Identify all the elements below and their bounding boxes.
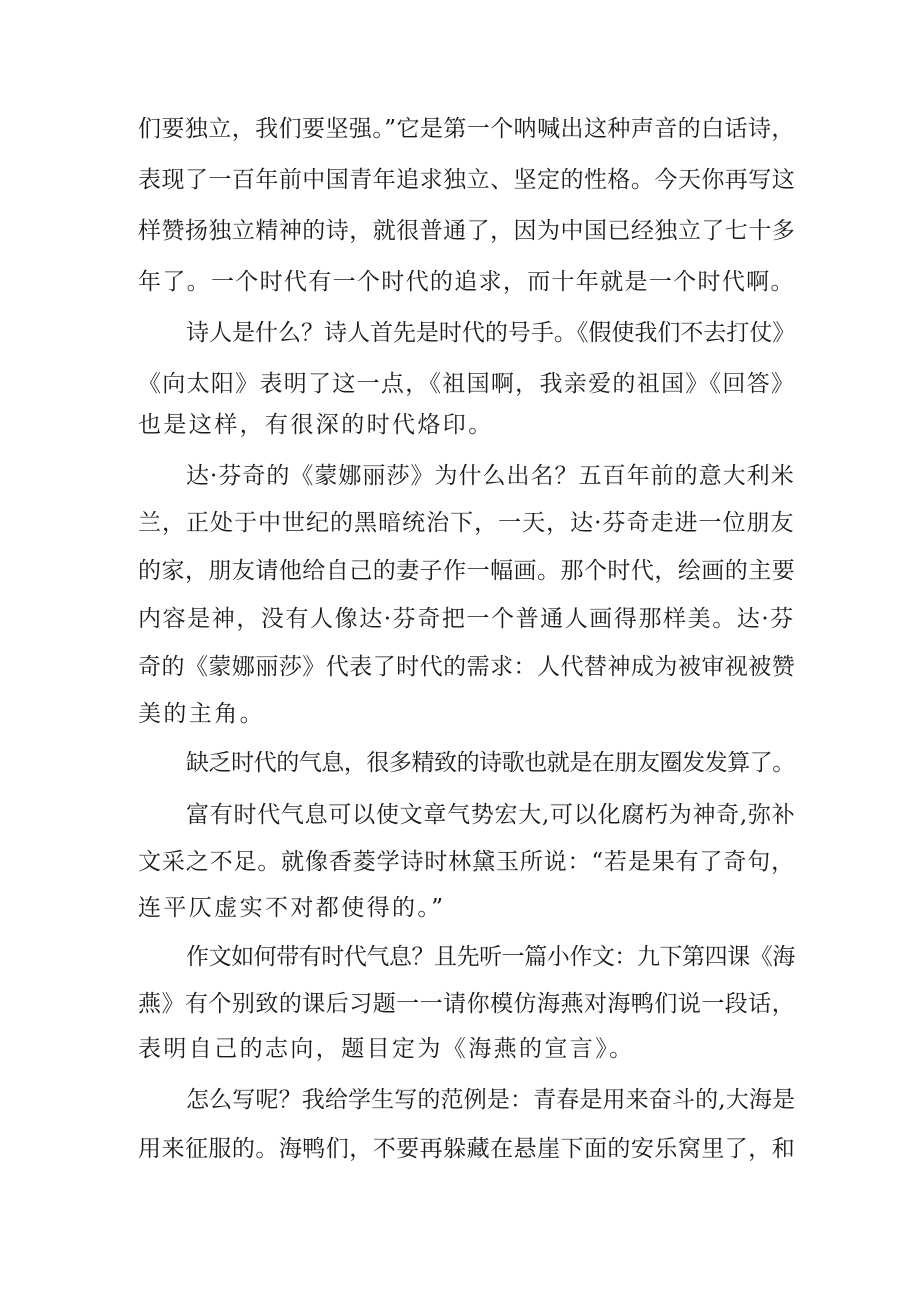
text-line: 样赞扬独立精神的诗，就很普通了，因为中国已经独立了七十多 — [138, 218, 796, 244]
paragraph-first-line: 缺乏时代的气息，很多精致的诗歌也就是在朋友圈发发算了。 — [186, 750, 795, 776]
text-line: 们要独立，我们要坚强。”它是第一个呐喊出这种声音的白话诗， — [138, 116, 795, 142]
text-line: 的家，朋友请他给自己的妻子作一幅画。那个时代，绘画的主要 — [138, 558, 796, 584]
paragraph-first-line: 作文如何带有时代气息？且先听一篇小作文：九下第四课《海 — [186, 944, 795, 970]
text-line: 《向太阳》表明了这一点，《祖国啊，我亲爱的祖国》《回答》 — [138, 371, 796, 397]
text-line: 内容是神，没有人像达·芬奇把一个普通人画得那样美。达·芬 — [138, 606, 795, 632]
text-line: 奇的《蒙娜丽莎》代表了时代的需求：人代替神成为被审视被赞 — [138, 654, 796, 680]
text-line: 兰，正处于中世纪的黑暗统治下，一天，达·芬奇走进一位朋友 — [138, 510, 795, 536]
text-line: 用来征服的。海鸭们，不要再躲藏在悬崖下面的安乐窝里了，和 — [138, 1136, 796, 1162]
text-line: 文采之不足。就像香菱学诗时林黛玉所说：“若是果有了奇句， — [138, 849, 795, 875]
text-line: 连平仄虚实不对都使得的。” — [138, 895, 446, 921]
text-line: 年了。一个时代有一个时代的追求，而十年就是一个时代啊。 — [138, 269, 795, 295]
text-line: 美的主角。 — [138, 701, 265, 727]
text-line: 表明自己的志向，题目定为《海燕的宣言》。 — [138, 1036, 635, 1062]
paragraph-first-line: 富有时代气息可以使文章气势宏大,可以化腐朽为神奇,弥补 — [186, 802, 796, 828]
paragraph-first-line: 怎么写呢？我给学生写的范例是：青春是用来奋斗的,大海是 — [186, 1087, 796, 1113]
text-line: 燕》有个别致的课后习题一一请你模仿海燕对海鸭们说一段话， — [138, 991, 796, 1017]
paragraph-first-line: 达·芬奇的《蒙娜丽莎》为什么出名？五百年前的意大利米 — [186, 463, 795, 489]
text-line: 表现了一百年前中国青年追求独立、坚定的性格。今天你再写这 — [138, 167, 796, 193]
text-line: 也是这样，有很深的时代烙印。 — [138, 412, 494, 438]
paragraph-first-line: 诗人是什么？诗人首先是时代的号手。《假使我们不去打仗》 — [186, 320, 796, 346]
